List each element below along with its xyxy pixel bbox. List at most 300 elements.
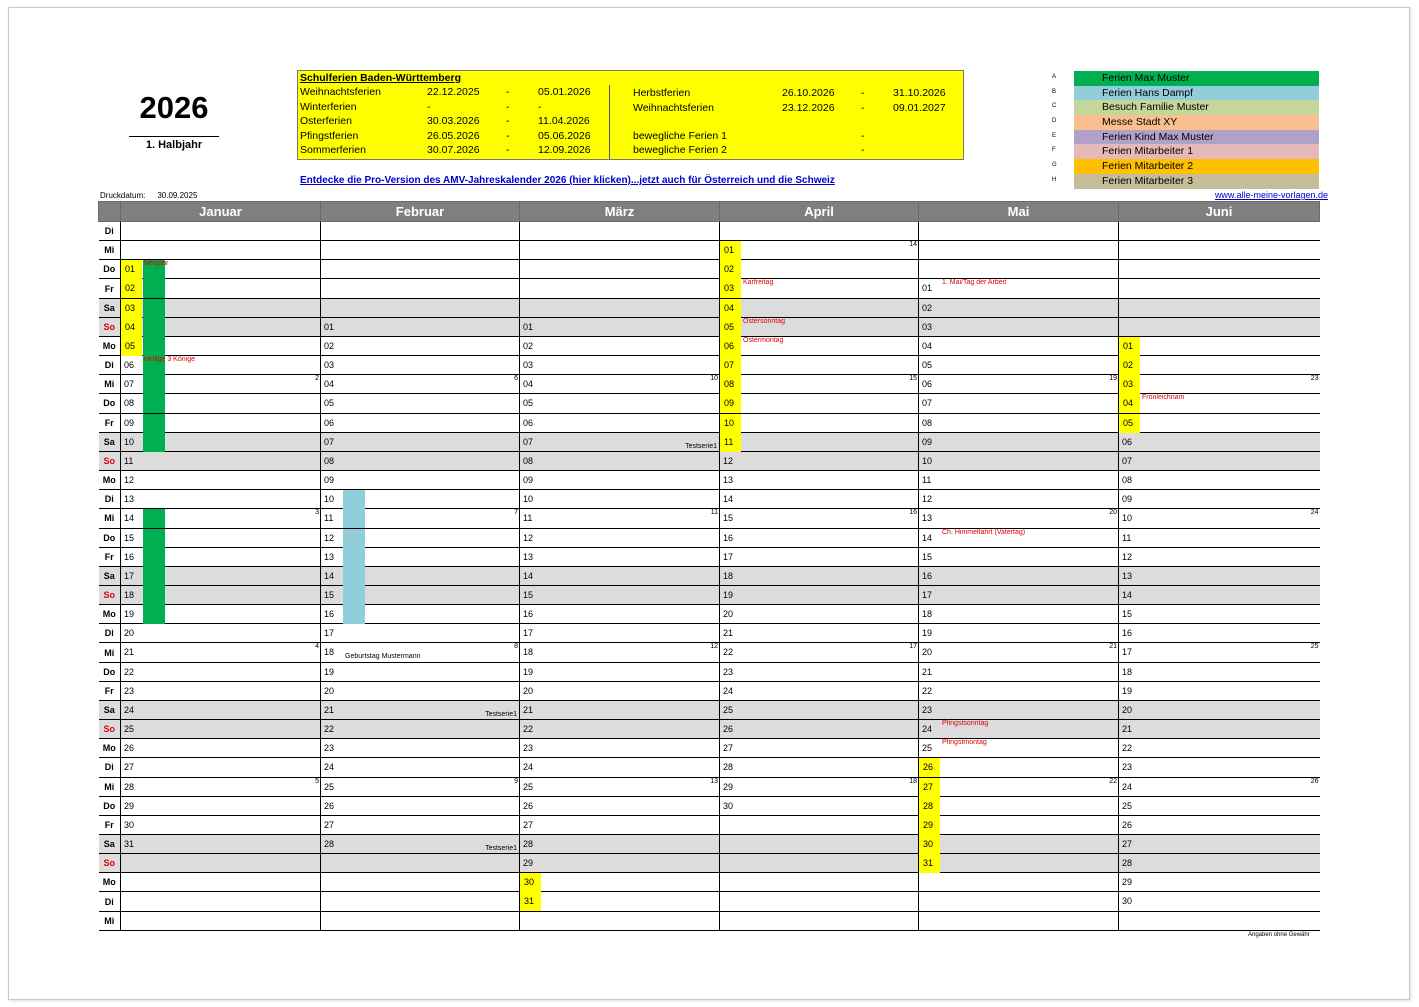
day-cell[interactable]	[520, 585, 720, 604]
day-cell[interactable]	[720, 222, 919, 241]
day-cell[interactable]	[720, 854, 919, 873]
day-cell[interactable]	[720, 796, 919, 815]
day-cell[interactable]	[321, 413, 520, 432]
day-cell[interactable]	[720, 509, 919, 528]
day-cell[interactable]	[121, 336, 321, 355]
day-cell[interactable]	[520, 279, 720, 298]
calendar-row	[99, 317, 1320, 336]
day-cell[interactable]	[520, 854, 720, 873]
day-cell[interactable]	[321, 471, 520, 490]
pro-version-link[interactable]: Entdecke die Pro-Version des AMV-Jahreskalender 2026 (hier klicken)...jetzt auch für Österreich und die Schweiz	[300, 175, 835, 186]
month-header-2: März	[520, 202, 720, 222]
calendar-row	[99, 643, 1320, 662]
day-cell[interactable]	[321, 624, 520, 643]
day-cell[interactable]	[520, 317, 720, 336]
day-cell[interactable]	[520, 298, 720, 317]
day-cell[interactable]	[720, 490, 919, 509]
day-number: 23	[324, 743, 335, 754]
day-number: 16	[324, 609, 335, 620]
day-cell[interactable]	[720, 317, 919, 336]
day-cell[interactable]	[919, 911, 1119, 930]
day-cell[interactable]	[520, 605, 720, 624]
day-cell[interactable]	[919, 490, 1119, 509]
day-cell[interactable]	[1119, 796, 1320, 815]
day-cell[interactable]	[1119, 509, 1320, 528]
day-number: 05	[324, 398, 335, 409]
day-cell[interactable]	[720, 451, 919, 470]
day-cell[interactable]	[321, 643, 520, 662]
day-cell[interactable]	[520, 566, 720, 585]
day-cell[interactable]	[720, 547, 919, 566]
day-cell[interactable]	[1119, 720, 1320, 739]
day-number: 10	[1122, 513, 1133, 524]
day-cell[interactable]	[720, 892, 919, 911]
day-cell[interactable]	[121, 451, 321, 470]
holiday-name: bewegliche Ferien 2	[633, 144, 727, 156]
day-cell[interactable]	[321, 336, 520, 355]
day-cell[interactable]	[520, 796, 720, 815]
day-number: 13	[1122, 570, 1133, 581]
day-cell[interactable]	[919, 643, 1119, 662]
day-cell[interactable]	[321, 681, 520, 700]
day-cell[interactable]	[1119, 413, 1320, 432]
day-number: 17	[723, 551, 734, 562]
day-cell[interactable]	[919, 777, 1119, 796]
day-cell[interactable]	[121, 662, 321, 681]
day-cell[interactable]	[520, 451, 720, 470]
day-cell[interactable]	[121, 892, 321, 911]
day-number: 06	[720, 337, 741, 356]
day-cell[interactable]	[121, 547, 321, 566]
day-cell[interactable]	[321, 854, 520, 873]
day-cell[interactable]	[520, 547, 720, 566]
event-bar-B	[343, 548, 365, 567]
day-cell[interactable]	[121, 758, 321, 777]
week-number: 3	[315, 509, 319, 517]
day-number: 11	[1122, 532, 1132, 543]
day-cell[interactable]	[919, 605, 1119, 624]
day-cell[interactable]	[321, 547, 520, 566]
day-cell[interactable]	[720, 873, 919, 892]
day-number: 03	[121, 299, 142, 318]
day-cell[interactable]	[1119, 356, 1320, 375]
day-cell[interactable]	[121, 394, 321, 413]
weekday-label: Mo	[99, 873, 121, 892]
website-link[interactable]: www.alle-meine-vorlagen.de	[1214, 190, 1328, 200]
day-cell[interactable]	[720, 241, 919, 260]
day-cell[interactable]	[121, 624, 321, 643]
day-cell[interactable]	[919, 241, 1119, 260]
day-cell[interactable]	[919, 375, 1119, 394]
day-cell[interactable]	[121, 585, 321, 604]
day-cell[interactable]	[520, 662, 720, 681]
day-cell[interactable]	[1119, 777, 1320, 796]
day-cell[interactable]	[121, 796, 321, 815]
day-cell[interactable]	[321, 241, 520, 260]
calendar-row	[99, 700, 1320, 719]
day-cell[interactable]	[919, 681, 1119, 700]
day-cell[interactable]	[520, 720, 720, 739]
day-cell[interactable]	[520, 490, 720, 509]
day-cell[interactable]	[1119, 643, 1320, 662]
day-cell[interactable]	[919, 796, 1119, 815]
day-cell[interactable]	[1119, 681, 1320, 700]
day-cell[interactable]	[720, 260, 919, 279]
day-cell[interactable]	[520, 394, 720, 413]
day-cell[interactable]	[919, 547, 1119, 566]
day-cell[interactable]	[1119, 432, 1320, 451]
day-number: 25	[723, 704, 734, 715]
day-cell[interactable]	[720, 298, 919, 317]
weekday-label: Mi	[99, 375, 121, 394]
day-cell[interactable]	[520, 241, 720, 260]
day-cell[interactable]	[321, 911, 520, 930]
event-bar-B	[343, 509, 365, 528]
day-number: 03	[922, 321, 933, 332]
day-cell[interactable]	[321, 432, 520, 451]
calendar-row	[99, 835, 1320, 854]
day-number: 12	[324, 532, 335, 543]
day-cell[interactable]	[321, 260, 520, 279]
day-cell[interactable]	[720, 413, 919, 432]
day-cell[interactable]	[720, 700, 919, 719]
day-cell[interactable]	[720, 643, 919, 662]
day-number: 01	[523, 321, 534, 332]
day-cell[interactable]	[520, 835, 720, 854]
day-cell[interactable]	[121, 241, 321, 260]
legend-label: Ferien Max Muster	[1074, 71, 1319, 86]
day-cell[interactable]	[919, 854, 1119, 873]
day-cell[interactable]	[520, 892, 720, 911]
day-cell[interactable]	[520, 777, 720, 796]
day-cell[interactable]	[1119, 605, 1320, 624]
day-number: 12	[723, 455, 734, 466]
day-cell[interactable]	[720, 528, 919, 547]
day-number: 10	[720, 414, 741, 433]
event-bar-B	[343, 567, 365, 586]
day-cell[interactable]	[121, 720, 321, 739]
calendar-row	[99, 298, 1320, 317]
day-cell[interactable]	[121, 681, 321, 700]
day-number: 27	[919, 778, 940, 797]
day-cell[interactable]	[321, 605, 520, 624]
weekday-label: Di	[99, 490, 121, 509]
week-number: 15	[909, 375, 917, 383]
day-cell[interactable]	[1119, 835, 1320, 854]
day-cell[interactable]	[919, 835, 1119, 854]
day-cell[interactable]	[321, 566, 520, 585]
day-cell[interactable]	[321, 873, 520, 892]
day-number: 29	[723, 781, 734, 792]
day-cell[interactable]	[121, 777, 321, 796]
day-cell[interactable]	[919, 279, 1119, 298]
day-number: 23	[723, 666, 734, 677]
day-cell[interactable]	[520, 413, 720, 432]
holiday-from: 23.12.2026	[782, 101, 835, 114]
day-number: 28	[523, 839, 534, 849]
day-cell[interactable]	[1119, 911, 1320, 930]
day-cell[interactable]	[720, 432, 919, 451]
day-cell[interactable]	[121, 375, 321, 394]
day-cell[interactable]	[321, 700, 520, 719]
day-cell[interactable]	[121, 854, 321, 873]
calendar-row	[99, 585, 1320, 604]
day-cell[interactable]	[121, 911, 321, 930]
day-cell[interactable]	[720, 394, 919, 413]
day-number: 05	[121, 337, 142, 356]
day-cell[interactable]	[121, 432, 321, 451]
day-cell[interactable]	[1119, 815, 1320, 834]
day-number: 20	[723, 609, 734, 620]
day-cell[interactable]	[1119, 317, 1320, 336]
day-cell[interactable]	[1119, 528, 1320, 547]
day-cell[interactable]	[321, 451, 520, 470]
day-cell[interactable]	[121, 279, 321, 298]
day-cell[interactable]	[520, 260, 720, 279]
day-cell[interactable]	[121, 815, 321, 834]
disclaimer: Angaben ohne Gewähr	[1248, 932, 1310, 938]
day-cell[interactable]	[321, 222, 520, 241]
weekday-label: Di	[99, 758, 121, 777]
day-number: 04	[121, 318, 142, 337]
day-cell[interactable]	[919, 298, 1119, 317]
day-cell[interactable]	[1119, 854, 1320, 873]
day-number: 05	[720, 318, 741, 337]
day-cell[interactable]	[520, 758, 720, 777]
day-cell[interactable]	[919, 471, 1119, 490]
day-cell[interactable]	[321, 777, 520, 796]
day-cell[interactable]	[720, 835, 919, 854]
day-cell[interactable]	[919, 222, 1119, 241]
weekday-label: Mo	[99, 471, 121, 490]
day-number: 24	[124, 704, 135, 715]
day-cell[interactable]	[919, 451, 1119, 470]
day-cell[interactable]	[1119, 298, 1320, 317]
day-cell[interactable]	[919, 336, 1119, 355]
day-cell[interactable]	[919, 758, 1119, 777]
day-cell[interactable]	[919, 624, 1119, 643]
day-cell[interactable]	[720, 758, 919, 777]
day-cell[interactable]	[919, 528, 1119, 547]
day-cell[interactable]	[321, 279, 520, 298]
day-cell[interactable]	[121, 317, 321, 336]
day-cell[interactable]	[321, 835, 520, 854]
day-cell[interactable]	[321, 490, 520, 509]
legend-item	[1052, 174, 1320, 189]
day-cell[interactable]	[720, 356, 919, 375]
week-number: 26	[1310, 777, 1319, 785]
day-cell[interactable]	[1119, 394, 1320, 413]
day-cell[interactable]	[321, 509, 520, 528]
day-cell[interactable]	[121, 700, 321, 719]
day-cell[interactable]	[121, 471, 321, 490]
series-note: Testserie1	[685, 442, 717, 450]
day-cell[interactable]	[121, 509, 321, 528]
day-cell[interactable]	[919, 394, 1119, 413]
day-number: 27	[723, 743, 734, 754]
day-cell[interactable]	[321, 317, 520, 336]
day-cell[interactable]	[321, 375, 520, 394]
day-cell[interactable]	[720, 777, 919, 796]
month-header-3: April	[720, 202, 919, 222]
day-cell[interactable]	[520, 643, 720, 662]
day-cell[interactable]	[121, 873, 321, 892]
day-cell[interactable]	[321, 662, 520, 681]
day-cell[interactable]	[520, 222, 720, 241]
day-cell[interactable]	[321, 815, 520, 834]
holiday-to: 11.04.2026	[538, 115, 590, 127]
day-cell[interactable]	[1119, 624, 1320, 643]
day-cell[interactable]	[919, 739, 1119, 758]
day-cell[interactable]	[520, 356, 720, 375]
day-cell[interactable]	[1119, 222, 1320, 241]
legend-label: Ferien Mitarbeiter 2	[1074, 159, 1319, 174]
day-cell[interactable]	[720, 624, 919, 643]
day-cell[interactable]	[520, 432, 720, 451]
day-cell[interactable]	[321, 356, 520, 375]
day-cell[interactable]	[520, 873, 720, 892]
day-cell[interactable]	[720, 911, 919, 930]
holiday-to: 31.10.2026	[893, 87, 946, 99]
day-cell[interactable]	[919, 585, 1119, 604]
weekday-label: So	[99, 854, 121, 873]
day-cell[interactable]	[520, 815, 720, 834]
legend-item	[1052, 100, 1320, 115]
day-cell[interactable]	[720, 336, 919, 355]
day-cell[interactable]	[1119, 566, 1320, 585]
day-cell[interactable]	[121, 835, 321, 854]
legend-item	[1052, 130, 1320, 145]
calendar-row	[99, 394, 1320, 413]
day-cell[interactable]	[321, 298, 520, 317]
day-cell[interactable]	[321, 758, 520, 777]
day-cell[interactable]	[919, 260, 1119, 279]
day-cell[interactable]	[720, 681, 919, 700]
day-cell[interactable]	[919, 873, 1119, 892]
day-cell[interactable]	[121, 739, 321, 758]
day-cell[interactable]	[720, 739, 919, 758]
day-cell[interactable]	[919, 509, 1119, 528]
day-cell[interactable]	[121, 222, 321, 241]
day-cell[interactable]	[720, 279, 919, 298]
calendar-table	[98, 201, 1320, 931]
day-cell[interactable]	[520, 375, 720, 394]
day-cell[interactable]	[1119, 375, 1320, 394]
day-cell[interactable]	[1119, 241, 1320, 260]
day-cell[interactable]	[919, 566, 1119, 585]
day-cell[interactable]	[919, 892, 1119, 911]
day-cell[interactable]	[720, 471, 919, 490]
day-cell[interactable]	[720, 815, 919, 834]
day-cell[interactable]	[121, 605, 321, 624]
day-cell[interactable]	[1119, 471, 1320, 490]
day-number: 01	[922, 283, 933, 294]
day-cell[interactable]	[321, 720, 520, 739]
day-cell[interactable]	[1119, 700, 1320, 719]
day-cell[interactable]	[321, 528, 520, 547]
day-cell[interactable]	[520, 911, 720, 930]
calendar-row	[99, 222, 1320, 241]
school-holidays-box	[297, 70, 964, 160]
day-number: 25	[922, 743, 933, 754]
day-cell[interactable]	[520, 471, 720, 490]
day-cell[interactable]	[919, 317, 1119, 336]
day-cell[interactable]	[1119, 585, 1320, 604]
day-cell[interactable]	[121, 528, 321, 547]
day-cell[interactable]	[919, 662, 1119, 681]
day-cell[interactable]	[1119, 739, 1320, 758]
day-cell[interactable]	[919, 700, 1119, 719]
day-cell[interactable]	[720, 566, 919, 585]
day-number: 15	[124, 532, 135, 543]
week-number: 24	[1310, 509, 1319, 517]
day-number: 28	[124, 781, 135, 792]
day-cell[interactable]	[1119, 662, 1320, 681]
day-cell[interactable]	[121, 260, 321, 279]
day-number: 15	[723, 513, 734, 524]
day-number: 29	[919, 816, 940, 835]
day-cell[interactable]	[720, 662, 919, 681]
holiday-note: Ostermontag	[743, 336, 784, 344]
day-cell[interactable]	[520, 739, 720, 758]
day-cell[interactable]	[121, 356, 321, 375]
event-bar-A	[143, 414, 165, 433]
calendar-row	[99, 432, 1320, 451]
event-bar-A	[143, 548, 165, 567]
day-cell[interactable]	[321, 394, 520, 413]
legend	[1052, 71, 1320, 189]
day-number: 29	[124, 800, 135, 811]
day-cell[interactable]	[1119, 260, 1320, 279]
day-cell[interactable]	[520, 624, 720, 643]
day-cell[interactable]	[1119, 873, 1320, 892]
day-cell[interactable]	[919, 413, 1119, 432]
day-cell[interactable]	[1119, 490, 1320, 509]
day-cell[interactable]	[720, 375, 919, 394]
day-cell[interactable]	[1119, 336, 1320, 355]
day-cell[interactable]	[720, 720, 919, 739]
day-cell[interactable]	[121, 566, 321, 585]
calendar-row	[99, 681, 1320, 700]
day-cell[interactable]	[321, 739, 520, 758]
day-cell[interactable]	[919, 356, 1119, 375]
day-cell[interactable]	[520, 681, 720, 700]
day-cell[interactable]	[520, 700, 720, 719]
day-cell[interactable]	[520, 336, 720, 355]
day-cell[interactable]	[919, 815, 1119, 834]
day-cell[interactable]	[1119, 547, 1320, 566]
day-cell[interactable]	[720, 605, 919, 624]
day-cell[interactable]	[1119, 758, 1320, 777]
day-cell[interactable]	[919, 720, 1119, 739]
day-cell[interactable]	[1119, 892, 1320, 911]
day-cell[interactable]	[321, 892, 520, 911]
day-cell[interactable]	[1119, 279, 1320, 298]
legend-item	[1052, 144, 1320, 159]
day-cell[interactable]	[121, 643, 321, 662]
day-cell[interactable]	[321, 796, 520, 815]
day-cell[interactable]	[1119, 451, 1320, 470]
day-cell[interactable]	[121, 490, 321, 509]
day-cell[interactable]	[919, 432, 1119, 451]
day-cell[interactable]	[121, 413, 321, 432]
day-cell[interactable]	[520, 528, 720, 547]
day-cell[interactable]	[121, 298, 321, 317]
day-cell[interactable]	[520, 509, 720, 528]
day-cell[interactable]	[720, 585, 919, 604]
day-cell[interactable]	[321, 585, 520, 604]
calendar-row	[99, 796, 1320, 815]
